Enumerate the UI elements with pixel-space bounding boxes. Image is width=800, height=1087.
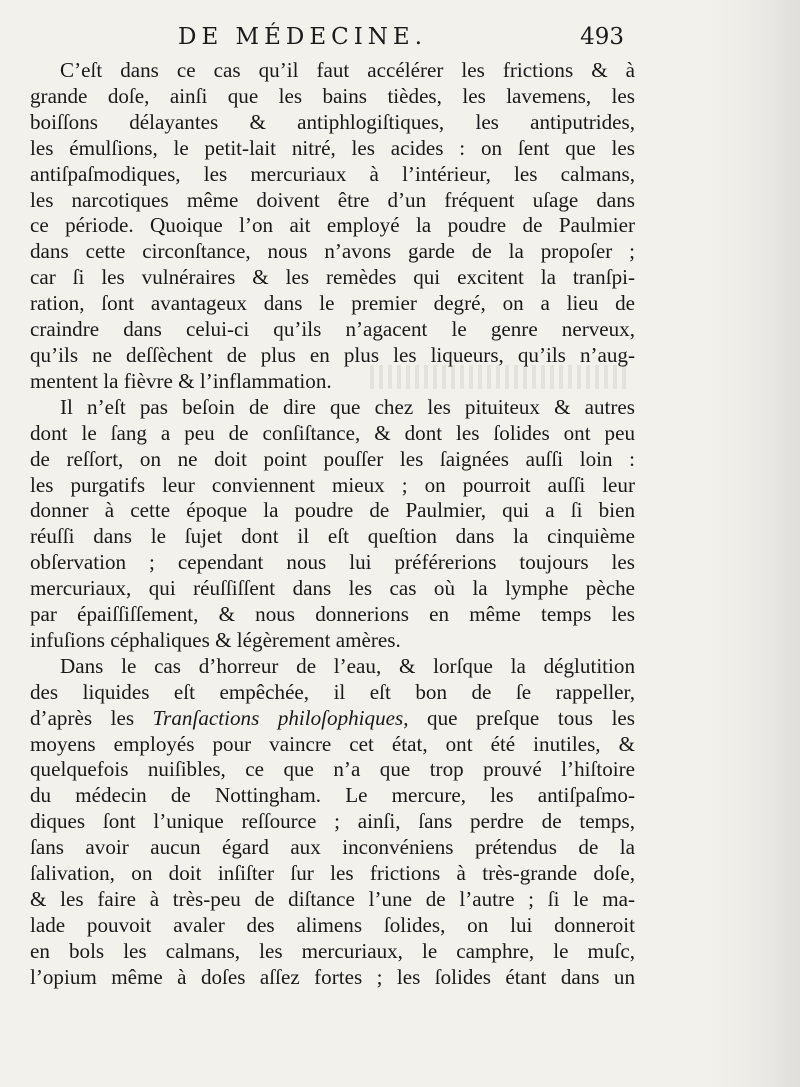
text-line: donner à cette époque la poudre de Paulmier, qui a ſi bien (30, 498, 635, 523)
text-line: diques ſont l’unique reſſource ; ainſi, ſans perdre de temps, (30, 809, 635, 834)
text-line: les purgatifs leur conviennent mieux ; on pourroit auſſi leur (30, 472, 635, 497)
text-line: infuſions céphaliques & légèrement amères. (30, 627, 401, 652)
text-line: car ſi les vulnéraires & les remèdes qui excitent la tranſpi- (30, 265, 635, 290)
text-line: & les faire à très-peu de diſtance l’une de l’autre ; ſi le ma- (30, 887, 635, 911)
running-head: DE MÉDECINE. (178, 24, 428, 50)
text-line: réuſſi dans le ſujet dont il eſt queſtion dans la cinquième (30, 524, 635, 549)
text-line: des liquides eſt empêchée, il eſt bon de ſe rappeller, (30, 679, 635, 704)
text-line: mentent la fièvre & l’inflammation. (30, 368, 332, 393)
body-text (30, 58, 635, 991)
text-line: en bols les calmans, les mercuriaux, le camphre, le muſc, (30, 938, 635, 963)
text-fragment: d’après les (30, 705, 153, 730)
text-line: dans cette circonſtance, nous n’avons garde de la propoſer ; (30, 239, 635, 264)
text-line: l’opium même à doſes aſſez fortes ; les ſolides étant dans un (30, 964, 635, 989)
page-number: 493 (580, 24, 624, 50)
text-line: ce période. Quoique l’on ait employé la poudre de Paulmier (30, 213, 635, 238)
text-line: obſervation ; cependant nous lui préférerions toujours les (30, 550, 635, 575)
text-line: les narcotiques même doivent être d’un fréquent uſage dans (30, 187, 635, 212)
text-line: Il n’eſt pas beſoin de dire que chez les pituiteux & autres (60, 394, 635, 419)
paragraph-3 (30, 654, 635, 991)
text-line: boiſſons délayantes & antiphlogiſtiques, les antiputrides, (30, 109, 635, 134)
text-fragment: , que preſque tous les (403, 705, 635, 730)
text-line: du médecin de Nottingham. Le mercure, les antiſpaſmo- (30, 783, 635, 808)
text-line: moyens employés pour vaincre cet état, ont été inutiles, & (30, 731, 635, 756)
text-line: qu’ils ne deſſèchent de plus en plus les liqueurs, qu’ils n’aug- (30, 342, 635, 367)
text-line: lade pouvoit avaler des alimens ſolides, on lui donneroit (30, 912, 635, 937)
text-line: par épaiſſiſſement, & nous donnerions en même temps les (30, 602, 635, 627)
text-line: de reſſort, on ne doit point pouſſer les ſaignées auſſi loin : (30, 446, 635, 471)
text-line: C’eſt dans ce cas qu’il faut accélérer les frictions & à (60, 58, 635, 82)
paragraph-1 (30, 58, 635, 395)
text-line: craindre dans celui-ci qu’ils n’agacent le genre nerveux, (30, 317, 635, 342)
text-line: Dans le cas d’horreur de l’eau, & lorſque la déglutition (60, 653, 635, 678)
paragraph-2 (30, 395, 635, 654)
italic-title: Tranſactions philoſophiques (152, 705, 404, 730)
page-header (30, 18, 630, 52)
text-line: quelquefois nuiſibles, ce que n’a que trop prouvé l’hiſtoire (30, 757, 635, 782)
page-shadow (710, 0, 800, 1087)
text-line: mercuriaux, qui réuſſiſſent dans les cas où la lymphe pèche (30, 576, 635, 601)
text-line: ration, ſont avantageux dans le premier degré, on a lieu de (30, 291, 635, 316)
text-line: antiſpaſmodiques, les mercuriaux à l’intérieur, les calmans, (30, 161, 635, 186)
text-line: dont le ſang a peu de conſiſtance, & dont les ſolides ont peu (30, 420, 635, 445)
text-line: ſans avoir aucun égard aux inconvéniens prétendus de la (30, 835, 635, 860)
text-line: ſalivation, on doit inſiſter ſur les frictions à très-grande doſe, (30, 861, 635, 886)
text-line-with-italic (30, 706, 635, 732)
text-line: les émulſions, le petit-lait nitré, les acides : on ſent que les (30, 135, 635, 160)
text-line: grande doſe, ainſi que les bains tièdes, les lavemens, les (30, 83, 635, 108)
